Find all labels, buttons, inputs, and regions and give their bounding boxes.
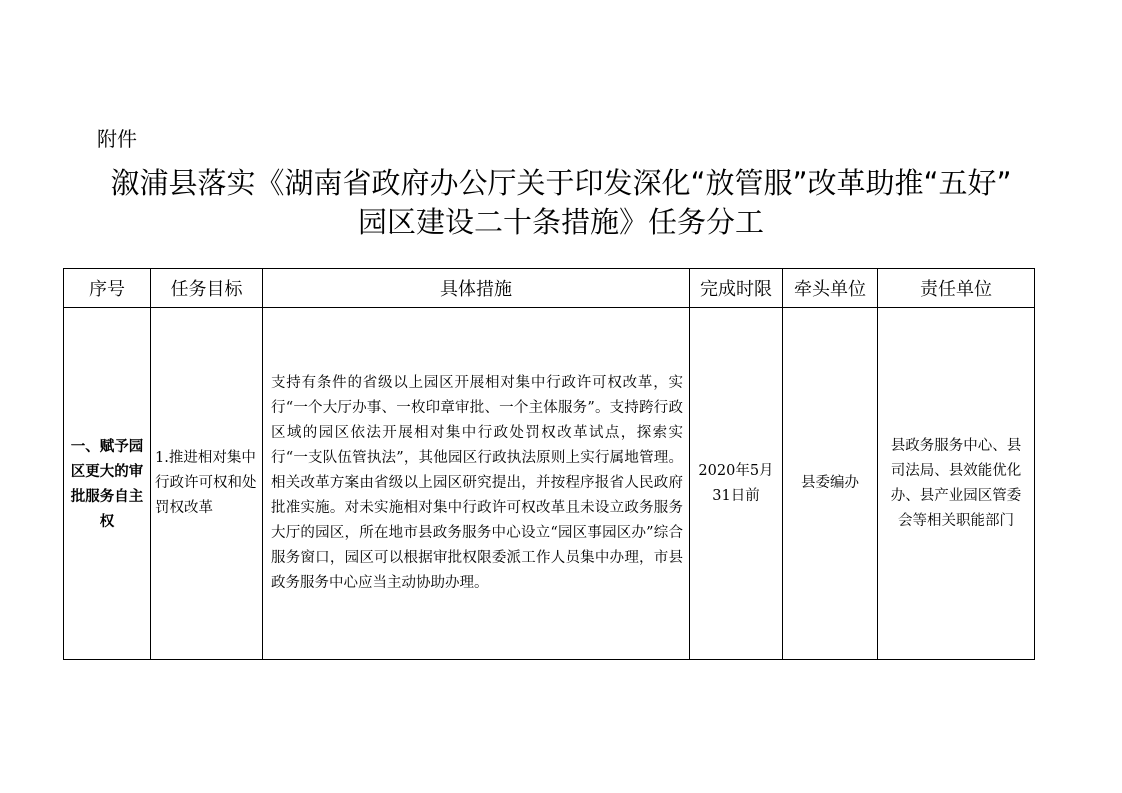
cell-seq: 一、赋予园区更大的审批服务自主权 [64, 308, 151, 660]
document-title-line-1: 溆浦县落实《湖南省政府办公厅关于印发深化“放管服”改革助推“五好” [110, 166, 1012, 200]
header-seq: 序号 [64, 269, 151, 308]
cell-goal: 1.推进相对集中行政许可权和处罚权改革 [151, 308, 263, 660]
header-goal: 任务目标 [151, 269, 263, 308]
document-title-line-2: 园区建设二十条措施》任务分工 [357, 205, 764, 239]
task-table [63, 268, 1035, 660]
cell-deadline: 2020年5月31日前 [690, 308, 783, 660]
header-lead: 牵头单位 [783, 269, 878, 308]
cell-responsible: 县政务服务中心、县司法局、县效能优化办、县产业园区管委会等相关职能部门 [878, 308, 1035, 660]
attachment-label: 附件 [97, 127, 137, 151]
cell-measures: 支持有条件的省级以上园区开展相对集中行政许可权改革，实行“一个大厅办事、一枚印章审批、一个主体服务”。支持跨行政区域的园区依法开展相对集中行政处罚权改革试点，探索实行“一支队伍管执法”，其他园区行政执法原则上实行属地管理。相关改革方案由省级以上园区研究提出，并按程序报省人民政府批准实施。对未实施相对集中行政许可权改革且未设立政务服务大厅的园区，所在地市县政务服务中心设立“园区事园区办”综合服务窗口，园区可以根据审批权限委派工作人员集中办理，市县政务服务中心应当主动协助办理。 [263, 308, 690, 660]
header-responsible: 责任单位 [878, 269, 1035, 308]
table-header-row [64, 269, 1035, 308]
header-deadline: 完成时限 [690, 269, 783, 308]
table-row [64, 308, 1035, 660]
header-measures: 具体措施 [263, 269, 690, 308]
cell-lead: 县委编办 [783, 308, 878, 660]
